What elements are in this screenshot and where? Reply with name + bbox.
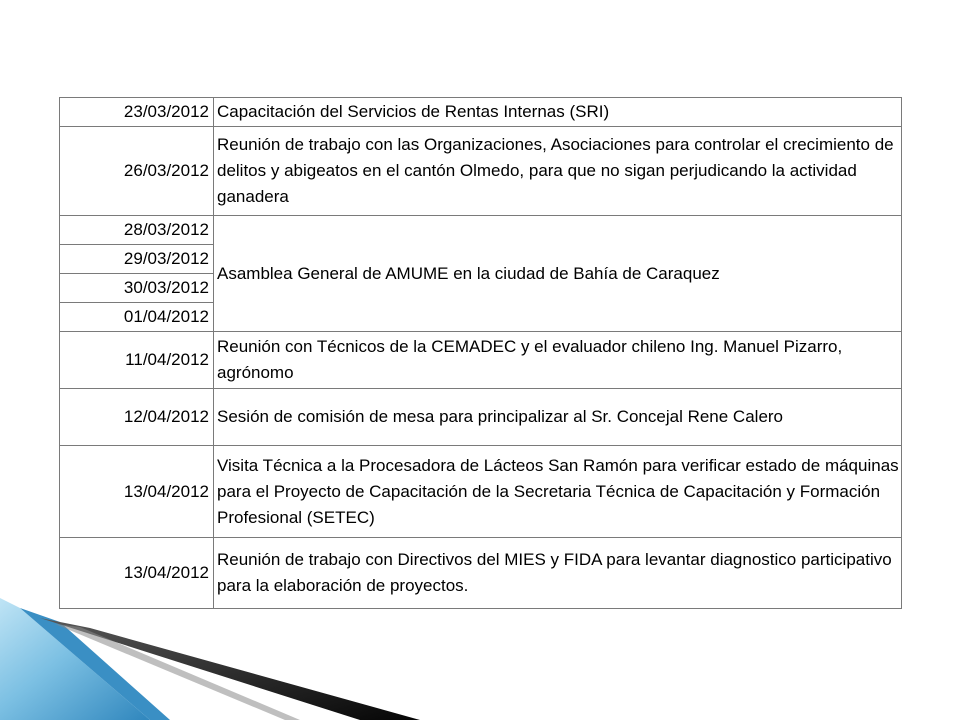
date-cell: 01/04/2012 [60,303,214,332]
date-cell: 13/04/2012 [60,446,214,538]
date-cell: 28/03/2012 [60,216,214,245]
date-cell: 12/04/2012 [60,389,214,446]
table-row [60,332,902,389]
date-cell: 29/03/2012 [60,245,214,274]
description-cell: Reunión de trabajo con las Organizaciones, Asociaciones para controlar el crecimiento de delitos y abigeatos en el cantón Olmedo, para que no sigan perjudicando la actividad ganadera [214,127,902,216]
decorative-ribbon [0,580,420,720]
date-cell: 13/04/2012 [60,538,214,609]
table-row [60,98,902,127]
table-row [60,389,902,446]
activities-table [59,97,902,609]
date-cell: 23/03/2012 [60,98,214,127]
description-cell: Sesión de comisión de mesa para principalizar al Sr. Concejal Rene Calero [214,389,902,446]
table-row [60,446,902,538]
date-cell: 11/04/2012 [60,332,214,389]
description-cell-merged: Asamblea General de AMUME en la ciudad de Bahía de Caraquez [214,216,902,332]
description-cell: Capacitación del Servicios de Rentas Internas (SRI) [214,98,902,127]
table-row [60,127,902,216]
description-cell: Reunión de trabajo con Directivos del MIES y FIDA para levantar diagnostico participativo para la elaboración de proyectos. [214,538,902,609]
ribbon-light-shape [0,598,150,720]
description-cell: Reunión con Técnicos de la CEMADEC y el evaluador chileno Ing. Manuel Pizarro, agrónomo [214,332,902,389]
date-cell: 30/03/2012 [60,274,214,303]
date-cell: 26/03/2012 [60,127,214,216]
table-row [60,216,902,245]
description-cell: Visita Técnica a la Procesadora de Lácteos San Ramón para verificar estado de máquinas para el Proyecto de Capacitación de la Secretaria Técnica de Capacitación y Formación Profesional (SETEC) [214,446,902,538]
